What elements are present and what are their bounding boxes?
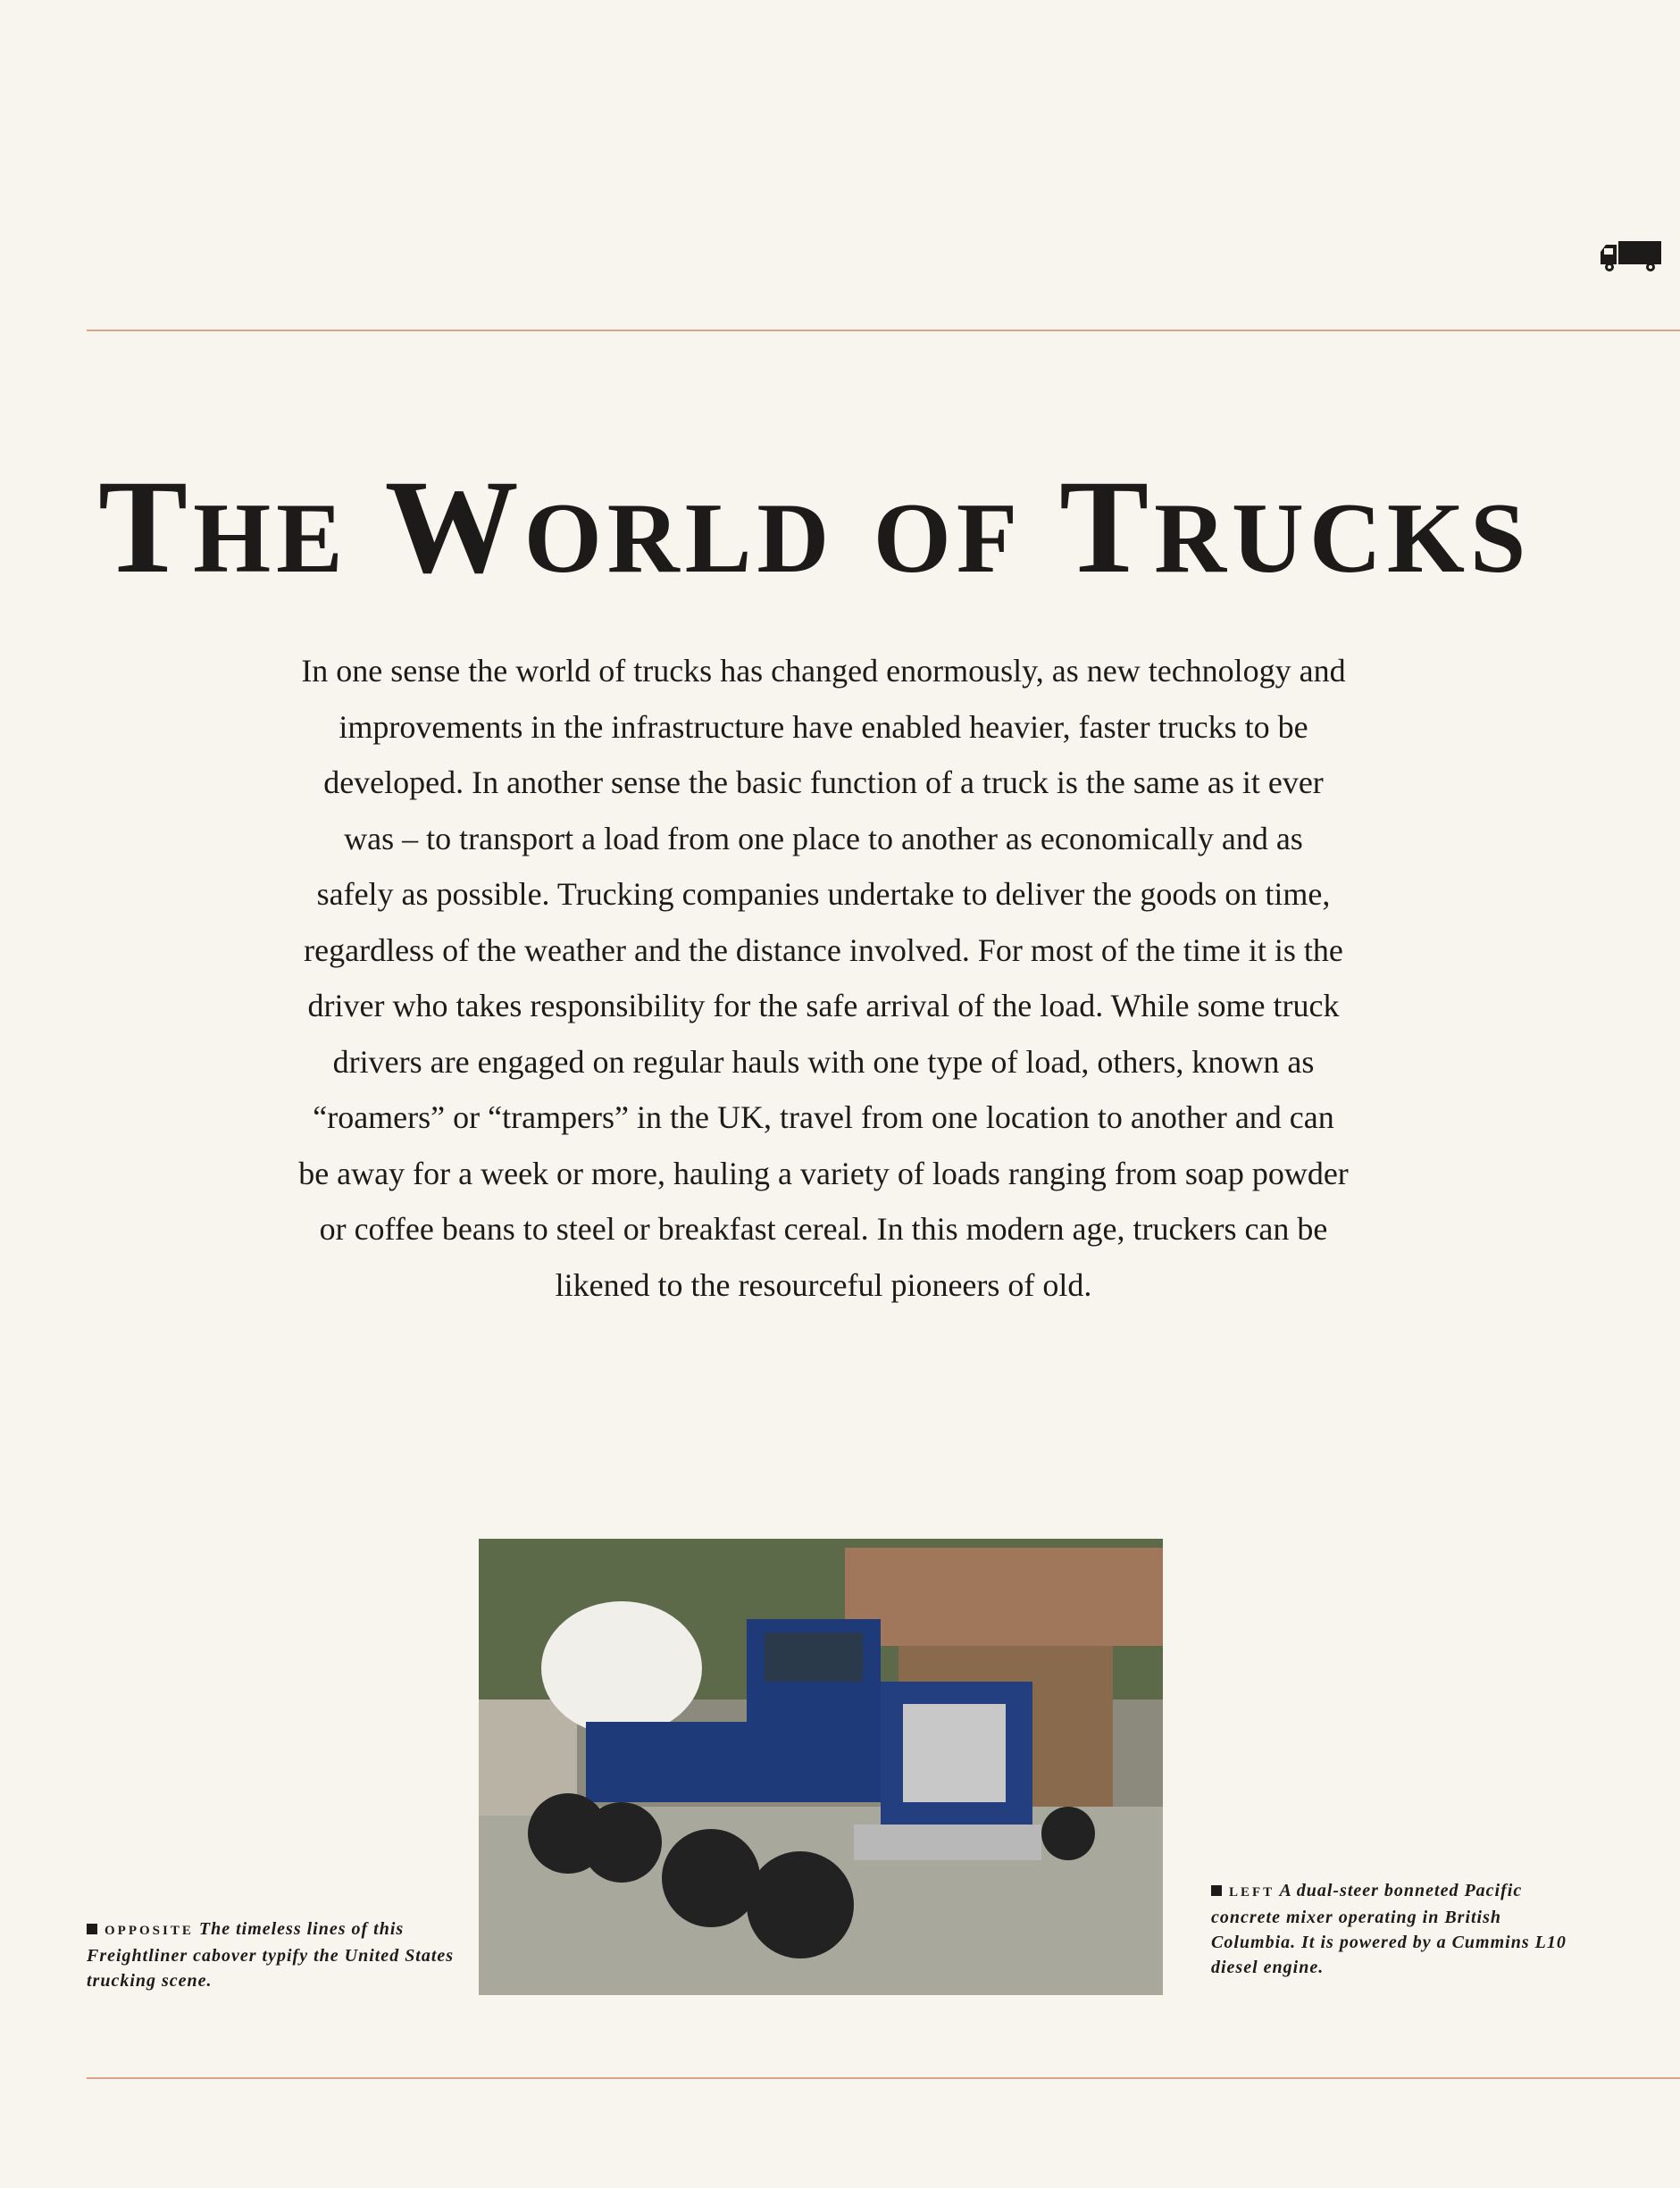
bottom-rule — [87, 2077, 1680, 2079]
page-title: THE WORLD OF TRUCKS — [98, 453, 1532, 601]
caption-opposite: OPPOSITE The timeless lines of this Freightliner cabover typify the United States trucking scene. — [87, 1919, 455, 1991]
intro-paragraph: In one sense the world of trucks has changed enormously, as new technology and improvements in the infrastructure have enabled heavier, faster trucks to be developed. In another sense the basic function of a truck is the same as it ever was – to transport a load from one place to another as economically and as safely as possible. Trucking companies undertake to deliver the goods on time, regardless of the weather and the distance involved. For most of the time it is the driver who takes responsibility for the safe arrival of the load. While some truck drivers are engaged on regular hauls with one type of load, others, known as “roamers” or “trampers” in the UK, travel from one location to another and can be away for a week or more, hauling a variety of loads ranging from soap powder or coffee beans to steel or breakfast cereal. In this modern age, truckers can be likened to the resourceful pioneers of old. — [298, 653, 1349, 1303]
truck-icon — [1599, 239, 1663, 275]
caption-left: LEFT A dual-steer bonneted Pacific concrete mixer operating in British Columbia. It is powered by a Cummins L10 diesel engine. — [1211, 1881, 1567, 1977]
caption-bullet-icon — [1211, 1885, 1222, 1896]
top-rule — [87, 330, 1680, 331]
caption-bullet-icon — [87, 1924, 97, 1934]
concrete-mixer-truck-photo — [479, 1539, 1163, 1995]
